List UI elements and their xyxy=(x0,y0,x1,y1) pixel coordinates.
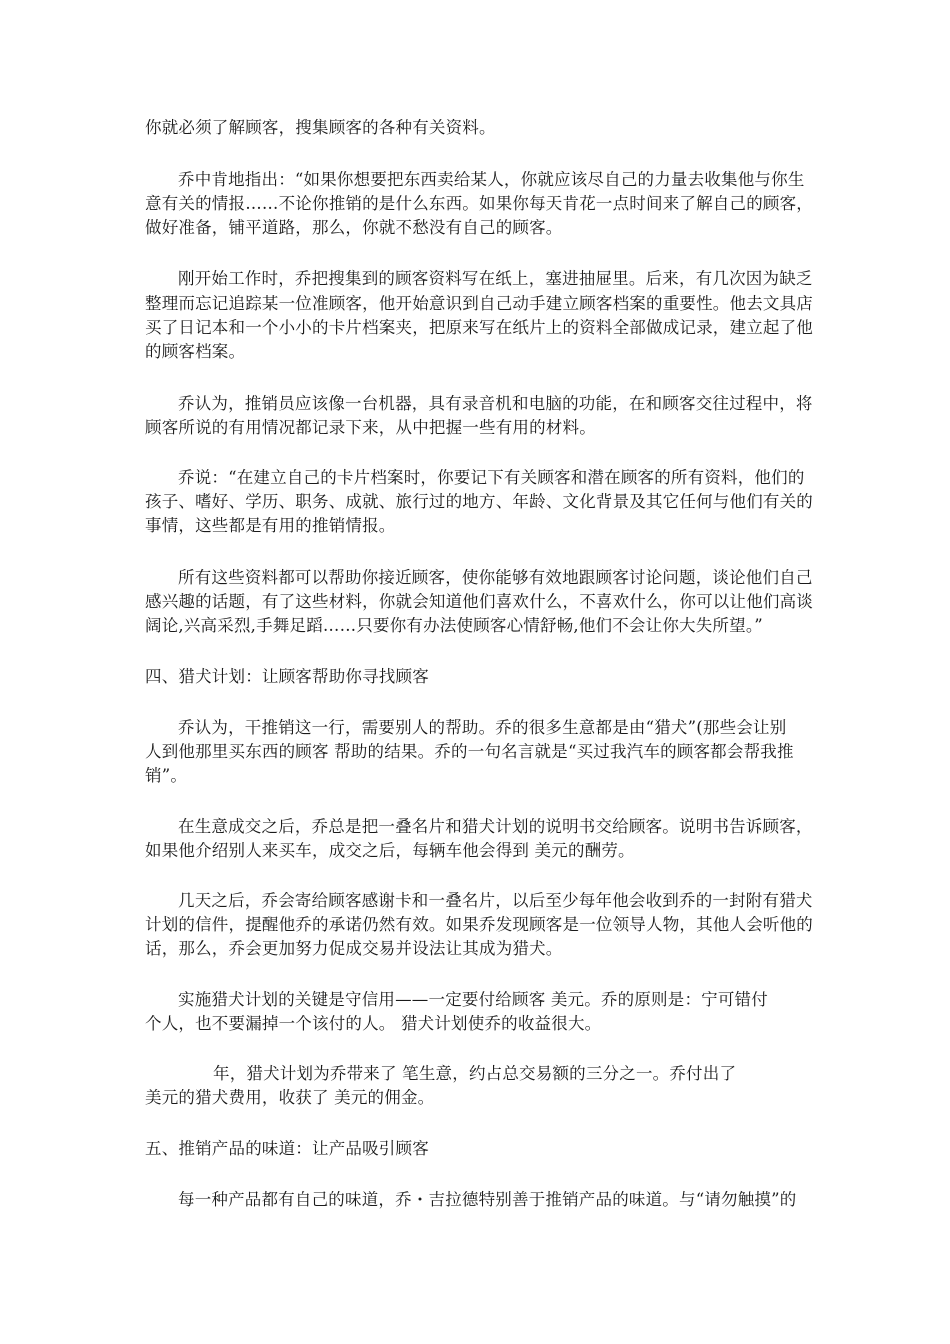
text-line: 买了日记本和一个小小的卡片档案夹，把原来写在纸片上的资料全部做成记录，建立起了他 xyxy=(145,318,813,337)
section-heading: 四、猎犬计划：让顾客帮助你寻找顾客 xyxy=(145,667,429,686)
text-line: 年，猎犬计划为乔带来了 笔生意，约占总交易额的三分之一。乔付出了 xyxy=(213,1064,737,1083)
text-line: 感兴趣的话题，有了这些材料，你就会知道他们喜欢什么，不喜欢什么，你可以让他们高谈 xyxy=(145,592,813,611)
text-line: 所有这些资料都可以帮助你接近顾客，使你能够有效地跟顾客讨论问题，谈论他们自己 xyxy=(178,568,813,587)
text-line: 阔论,兴高采烈,手舞足蹈……只要你有办法使顾客心情舒畅,他们不会让你大失所望。” xyxy=(145,616,763,635)
text-line: 实施猎犬计划的关键是守信用——一定要付给顾客 美元。乔的原则是：宁可错付 xyxy=(178,990,768,1009)
section-heading: 五、推销产品的味道：让产品吸引顾客 xyxy=(145,1139,429,1158)
text-line: 顾客所说的有用情况都记录下来，从中把握一些有用的材料。 xyxy=(145,418,596,437)
text-line: 在生意成交之后，乔总是把一叠名片和猎犬计划的说明书交给顾客。说明书告诉顾客， xyxy=(178,817,813,836)
text-line: 几天之后，乔会寄给顾客感谢卡和一叠名片，以后至少每年他会收到乔的一封附有猎犬 xyxy=(178,891,813,910)
text-line: 个人，也不要漏掉一个该付的人。 猎犬计划使乔的收益很大。 xyxy=(145,1014,602,1033)
text-line: 人到他那里买东西的顾客 帮助的结果。乔的一句名言就是“买过我汽车的顾客都会帮我推 xyxy=(145,742,794,761)
text-line: 意有关的情报……不论你推销的是什么东西。如果你每天肯花一点时间来了解自己的顾客， xyxy=(145,194,813,213)
text-line: 乔中肯地指出：“如果你想要把东西卖给某人，你就应该尽自己的力量去收集他与你生 xyxy=(178,170,805,189)
text-line: 事情，这些都是有用的推销情报。 xyxy=(145,516,396,535)
text-line: 计划的信件，提醒他乔的承诺仍然有效。如果乔发现顾客是一位领导人物，其他人会听他的 xyxy=(145,915,813,934)
text-line: 话，那么，乔会更加努力促成交易并设法让其成为猎犬。 xyxy=(145,939,563,958)
text-line: 的顾客档案。 xyxy=(145,342,246,361)
text-line: 你就必须了解顾客，搜集顾客的各种有关资料。 xyxy=(145,118,496,137)
text-line: 美元的猎犬费用，收获了 美元的佣金。 xyxy=(145,1088,435,1107)
text-line: 乔说：“在建立自己的卡片档案时，你要记下有关顾客和潜在顾客的所有资料，他们的 xyxy=(178,468,805,487)
text-line: 孩子、嗜好、学历、职务、成就、旅行过的地方、年龄、文化背景及其它任何与他们有关的 xyxy=(145,492,813,511)
text-line: 如果他介绍别人来买车，成交之后，每辆车他会得到 美元的酬劳。 xyxy=(145,841,635,860)
text-line: 刚开始工作时，乔把搜集到的顾客资料写在纸上，塞进抽屉里。后来，有几次因为缺乏 xyxy=(178,269,813,288)
text-line: 销”。 xyxy=(145,766,188,785)
text-line: 整理而忘记追踪某一位准顾客，他开始意识到自己动手建立顾客档案的重要性。他去文具店 xyxy=(145,294,813,313)
text-line: 乔认为，推销员应该像一台机器，具有录音机和电脑的功能，在和顾客交往过程中，将 xyxy=(178,394,813,413)
text-line: 乔认为，干推销这一行，需要别人的帮助。乔的很多生意都是由“猎犬”(那些会让别 xyxy=(178,718,787,737)
text-line: 每一种产品都有自己的味道，乔・吉拉德特别善于推销产品的味道。与“请勿触摸”的 xyxy=(178,1190,797,1209)
text-line: 做好准备，铺平道路，那么，你就不愁没有自己的顾客。 xyxy=(145,218,563,237)
